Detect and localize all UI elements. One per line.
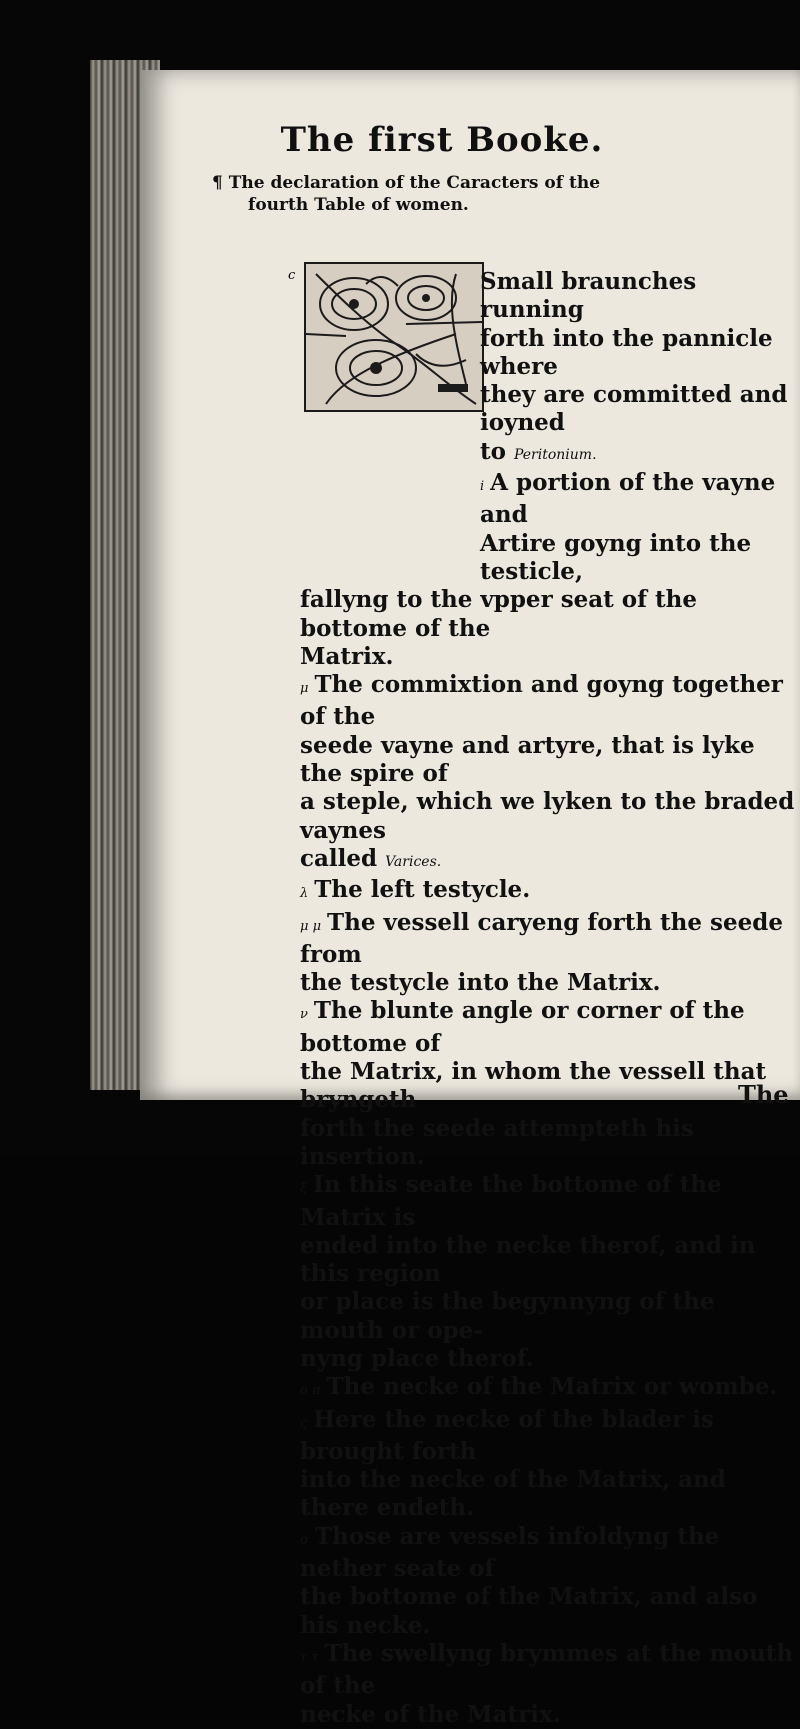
para-line: Artire goyng into the testicle, — [480, 529, 752, 585]
para-line: to Peritonium. — [480, 437, 597, 465]
para-line: into the necke of the Matrix, and there endeth. — [300, 1466, 726, 1522]
para-text: The swellyng brymmes at the mouth of the — [300, 1639, 794, 1700]
para-line: the testycle into the Matrix. — [300, 969, 661, 997]
catchword: The — [738, 1080, 789, 1109]
margin-mark: μ — [300, 681, 309, 697]
para-text: Here the necke of the blader is brought forth — [300, 1405, 714, 1465]
margin-mark: ς — [300, 1415, 308, 1431]
paragraph-1 — [300, 268, 800, 469]
margin-mark: τ τ — [300, 1649, 319, 1665]
para-text: The necke of the Matrix or wombe. — [326, 1373, 778, 1401]
margin-mark: ξ — [300, 1181, 308, 1197]
paragraph-7 — [300, 1171, 800, 1373]
margin-mark: ν — [300, 1007, 308, 1023]
para-line: called Varices. — [300, 844, 442, 872]
para-line — [300, 1373, 800, 1405]
section-subtitle — [212, 172, 792, 216]
paragraph-3 — [300, 671, 800, 876]
para-line: the bottome of the Matrix, and also his necke. — [300, 1583, 758, 1639]
para-line — [300, 671, 800, 732]
para-text: A portion of the vayne and — [480, 469, 776, 529]
para-line — [300, 876, 800, 908]
para-line: fallyng to the vpper seat of the bottome of the — [300, 586, 698, 642]
paragraph-4 — [300, 876, 800, 908]
para-text: Those are vessels infoldyng the nether seate of — [300, 1522, 720, 1583]
subtitle-line-1: ¶ The declaration of the Caracters of the — [212, 173, 601, 193]
para-line: forth the seede attempteth his insertion. — [300, 1114, 694, 1170]
para-line: seede vayne and artyre, that is lyke the spire of — [300, 731, 755, 788]
running-title: The first Booke. — [280, 120, 604, 160]
para-line: Matrix. — [300, 642, 394, 670]
figure-label: c — [288, 268, 296, 283]
body-text — [300, 268, 800, 1729]
para-line — [300, 1523, 800, 1584]
para-line: the Matrix, in whom the vessell that bryngeth — [300, 1058, 767, 1114]
margin-mark: μ μ — [300, 918, 322, 934]
para-line: or place is the begynnyng of the mouth or ope- — [300, 1288, 715, 1344]
para-line: ended into the necke therof, and in this region — [300, 1231, 756, 1288]
paragraph-2 — [300, 469, 800, 671]
margin-mark: i — [480, 479, 485, 495]
paragraph-11 — [300, 1640, 800, 1729]
para-text: The vessell caryeng forth the seede from — [300, 908, 783, 968]
para-line — [300, 997, 800, 1058]
para-line — [300, 469, 800, 530]
subtitle-line-2: fourth Table of women. — [248, 195, 469, 215]
para-text: The commixtion and goyng together of the — [300, 671, 783, 731]
para-text: The left testycle. — [314, 876, 531, 904]
header-block — [212, 120, 792, 216]
para-line: they are committed and ioyned — [480, 381, 788, 437]
paragraph-8 — [300, 1373, 800, 1405]
para-text: In this seate the bottome of the Matrix is — [300, 1171, 722, 1231]
paragraph-5 — [300, 909, 800, 998]
italic-term: Peritonium. — [513, 446, 597, 463]
margin-mark: ο π — [300, 1383, 321, 1399]
para-line — [300, 1406, 800, 1467]
para-line — [300, 1640, 800, 1701]
para-line: a steple, which we lyken to the braded vaynes — [300, 788, 795, 844]
para-line: nyng place therof. — [300, 1344, 534, 1372]
margin-mark: σ — [300, 1532, 309, 1548]
para-line: forth into the pannicle where — [480, 324, 773, 380]
para-text: The blunte angle or corner of the bottome of — [300, 997, 745, 1057]
margin-mark: λ — [300, 886, 309, 902]
italic-term: Varices. — [385, 853, 442, 870]
para-line — [300, 909, 800, 970]
para-line: Small braunches running — [480, 268, 697, 324]
paragraph-6 — [300, 997, 800, 1171]
paragraph-10 — [300, 1523, 800, 1640]
para-line: necke of the Matrix. — [300, 1700, 561, 1728]
para-line — [300, 1171, 800, 1232]
paragraph-9 — [300, 1406, 800, 1523]
